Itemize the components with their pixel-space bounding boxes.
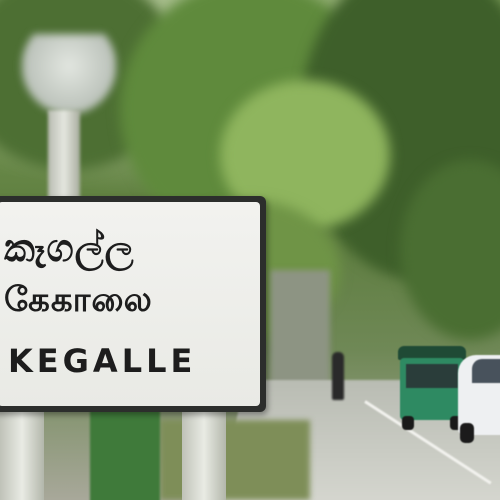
green-structure [90, 410, 160, 500]
concrete-pillar [48, 110, 80, 206]
white-car [458, 345, 500, 445]
car-window [472, 359, 500, 383]
sign-text-english: KEGALLE [8, 342, 197, 380]
sign-post-right [182, 408, 226, 500]
town-name-sign [0, 196, 266, 412]
three-wheeler-wheel-left [402, 416, 414, 430]
car-tyre [460, 423, 474, 443]
three-wheeler-windshield [406, 364, 458, 388]
sign-post-left [0, 408, 44, 500]
sign-text-tamil: கேகாலை [4, 280, 153, 320]
distant-tower [22, 34, 116, 114]
sign-text-sinhala: කෑගල්ල [4, 226, 135, 270]
sign-face [0, 202, 260, 406]
three-wheeler [398, 346, 466, 430]
pedestrian [332, 352, 344, 400]
